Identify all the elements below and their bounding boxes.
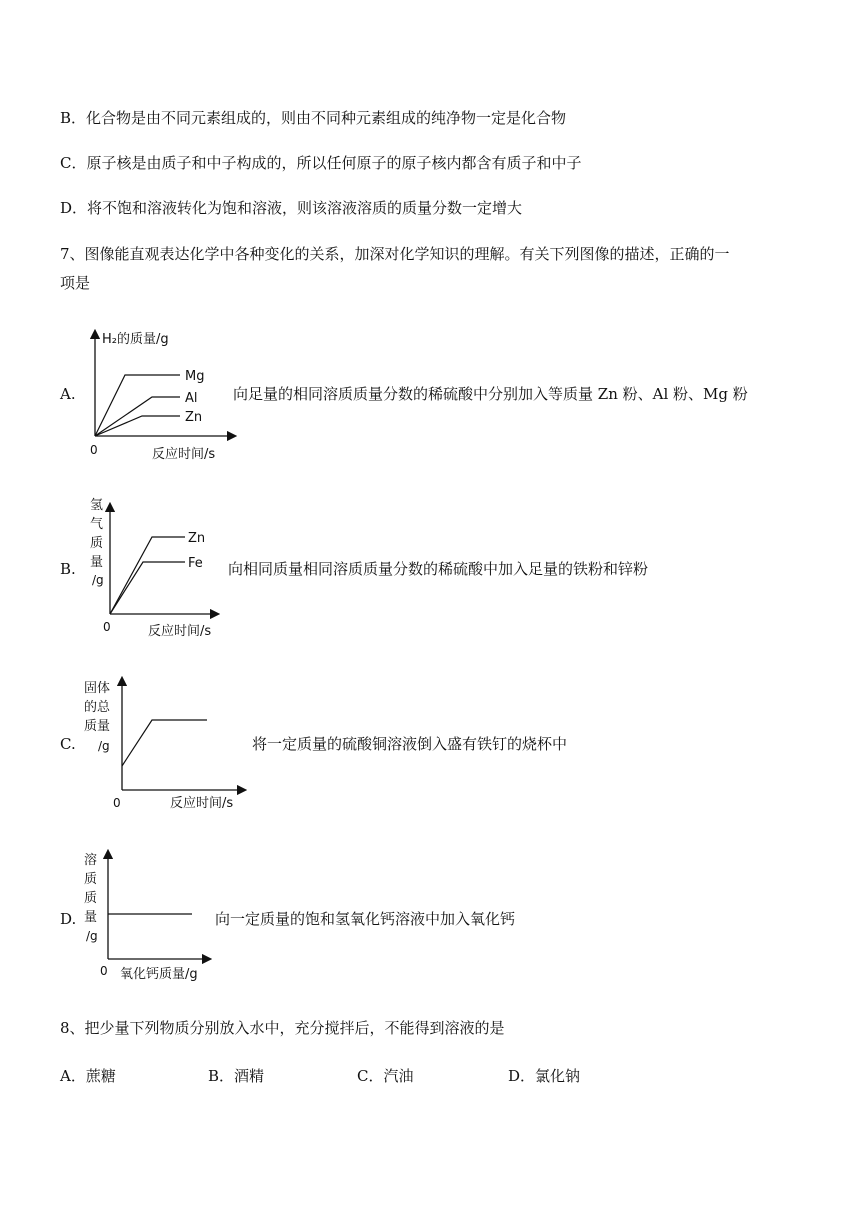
- chart-c-ylabel-4: /g: [98, 739, 110, 753]
- q8-stem: 8、把少量下列物质分别放入水中，充分搅拌后，不能得到溶液的是: [60, 1019, 505, 1037]
- chart-a-origin: 0: [90, 443, 98, 457]
- q7-option-c-text: 将一定质量的硫酸铜溶液倒入盛有铁钉的烧杯中: [252, 735, 568, 753]
- chart-d-ylabel-4: 量: [84, 910, 98, 925]
- chart-b-origin: 0: [103, 620, 111, 634]
- chart-a-series-mg: Mg: [185, 369, 205, 384]
- q7-chart-d: [82, 848, 232, 988]
- q7-chart-b: [85, 495, 235, 640]
- chart-d-ylabel-2: 质: [84, 872, 98, 887]
- chart-b-xlabel: 反应时间/s: [148, 624, 212, 639]
- chart-c-ylabel-3: 质量: [84, 719, 111, 734]
- q8-option-c: C．汽油: [357, 1067, 414, 1085]
- q7-option-b-label: B.: [60, 560, 76, 578]
- chart-a-series-al: Al: [185, 391, 198, 406]
- chart-b-line-fe: [110, 562, 185, 614]
- chart-a-series-zn: Zn: [185, 410, 203, 425]
- chart-d-ylabel-1: 溶: [84, 853, 98, 868]
- chart-d-origin: 0: [100, 964, 108, 978]
- chart-b-line-zn: [110, 537, 185, 614]
- chart-c-ylabel-2: 的总: [84, 700, 111, 715]
- chart-b-ylabel-3: 质: [90, 536, 104, 551]
- chart-b-series-zn: Zn: [188, 531, 206, 546]
- chart-c-origin: 0: [113, 796, 121, 810]
- q8-option-a: A．蔗糖: [60, 1067, 116, 1085]
- chart-d-xlabel: 氧化钙质量/g: [120, 967, 198, 982]
- chart-d-ylabel-3: 质: [84, 891, 98, 906]
- chart-a-line-zn: [95, 416, 180, 436]
- q7-option-b-text: 向相同质量相同溶质质量分数的稀硫酸中加入足量的铁粉和锌粉: [228, 560, 649, 578]
- chart-d-ylabel-5: /g: [86, 929, 98, 943]
- chart-a-ylabel: H₂的质量/g: [102, 332, 169, 347]
- chart-b-ylabel-5: /g: [92, 573, 104, 587]
- chart-a-xlabel: 反应时间/s: [152, 447, 216, 462]
- chart-b-series-fe: Fe: [188, 556, 203, 571]
- q7-option-a-text: 向足量的相同溶质质量分数的稀硫酸中分别加入等质量 Zn 粉、Al 粉、Mg 粉: [233, 385, 748, 403]
- chart-b-ylabel-4: 量: [90, 555, 104, 570]
- statement-b: B．化合物是由不同元素组成的，则由不同种元素组成的纯净物一定是化合物: [60, 109, 567, 127]
- chart-b-ylabel-2: 气: [90, 517, 104, 532]
- chart-c-xlabel: 反应时间/s: [170, 796, 234, 811]
- q8-option-d: D．氯化钠: [508, 1067, 581, 1085]
- statement-c: C．原子核是由质子和中子构成的，所以任何原子的原子核内都含有质子和中子: [60, 154, 582, 172]
- statement-d: D．将不饱和溶液转化为饱和溶液，则该溶液溶质的质量分数一定增大: [60, 199, 523, 217]
- q7-option-d-label: D.: [60, 910, 77, 928]
- q7-stem-line2: 项是: [60, 274, 91, 292]
- q7-option-d-text: 向一定质量的饱和氢氧化钙溶液中加入氧化钙: [215, 910, 516, 928]
- q7-stem-line1: 7、图像能直观表达化学中各种变化的关系，加深对化学知识的理解。有关下列图像的描述，正确的一: [60, 245, 730, 263]
- q7-option-a-label: A.: [60, 385, 76, 403]
- q8-option-b: B．酒精: [208, 1067, 265, 1085]
- q7-chart-a: [80, 330, 240, 465]
- chart-c-ylabel-1: 固体: [84, 681, 111, 696]
- chart-b-ylabel-1: 氢: [90, 498, 104, 513]
- chart-c-line: [122, 720, 207, 766]
- q7-chart-c: [82, 676, 252, 816]
- q7-option-c-label: C.: [60, 735, 76, 753]
